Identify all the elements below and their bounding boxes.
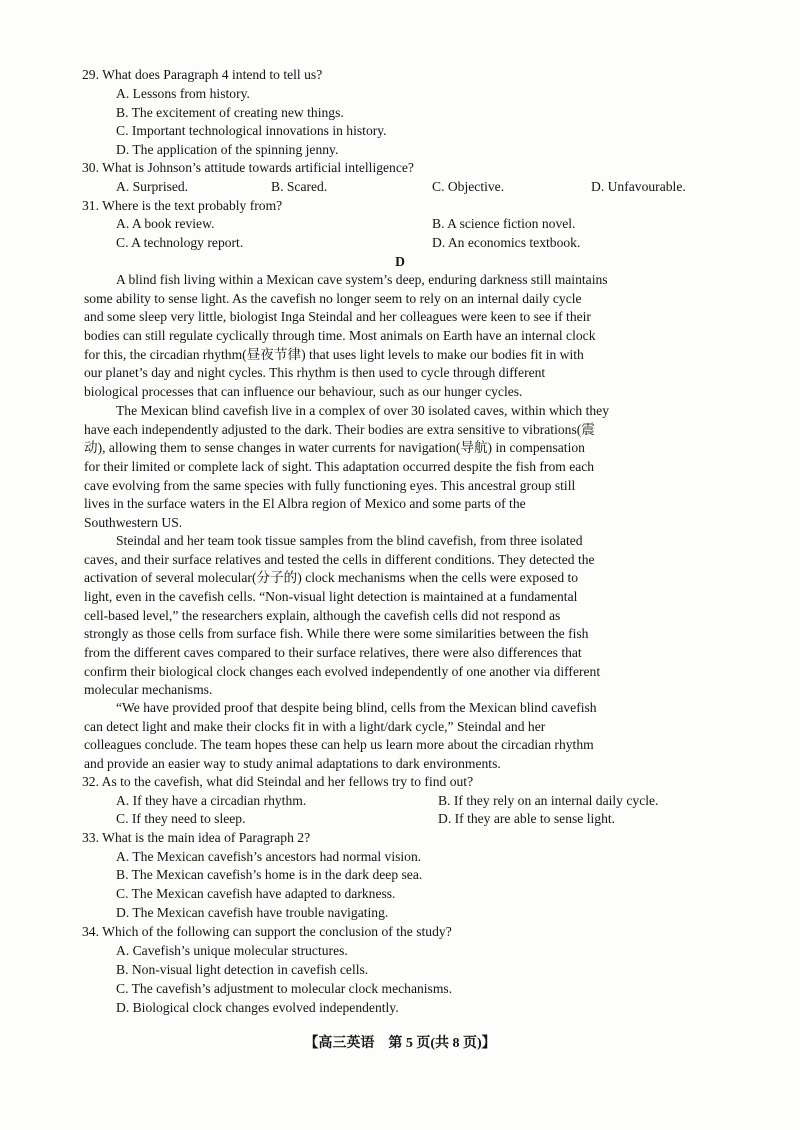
question-34-option-d: D. Biological clock changes evolved independently. <box>116 1000 399 1015</box>
section-heading: D <box>395 254 405 269</box>
question-34-option-c: C. The cavefish’s adjustment to molecular clock mechanisms. <box>116 981 453 996</box>
passage-paragraph-3 <box>84 532 730 700</box>
passage-line: our planet’s day and night cycles. This rhythm is then used to cycle through different <box>84 365 546 381</box>
question-30-option-c: C. Objective. <box>432 179 505 194</box>
question-29-stem: 29. What does Paragraph 4 intend to tell us? <box>82 67 323 82</box>
question-34-stem: 34. Which of the following can support the conclusion of the study? <box>82 924 452 939</box>
passage-line: have each independently adjusted to the dark. Their bodies are extra sensitive to vibrations(震 <box>84 421 595 437</box>
question-30-option-b: B. Scared. <box>271 179 328 194</box>
question-31-option-b: B. A science fiction novel. <box>432 216 576 231</box>
question-34-option-b: B. Non-visual light detection in cavefish cells. <box>116 962 369 977</box>
question-29-option-c: C. Important technological innovations in history. <box>116 123 387 138</box>
question-31-option-c: C. A technology report. <box>116 235 244 250</box>
question-31-option-a: A. A book review. <box>116 216 215 231</box>
question-29-option-b: B. The excitement of creating new things. <box>116 105 344 120</box>
passage-line: caves, and their surface relatives and tested the cells in different conditions. They detected the <box>84 551 595 567</box>
passage-line: lives in the surface waters in the El Albra region of Mexico and some parts of the <box>84 496 526 512</box>
passage-line: for this, the circadian rhythm(昼夜节律) that uses light levels to make our bodies fit in with <box>84 346 584 362</box>
passage-line: for their limited or complete lack of sight. This adaptation occurred despite the fish from each <box>84 458 595 474</box>
question-32-stem: 32. As to the cavefish, what did Steindal and her fellows try to find out? <box>82 774 474 789</box>
passage-line: Southwestern US. <box>84 514 183 530</box>
passage-line: bodies can still regulate cyclically through time. Most animals on Earth have an internal clock <box>84 327 596 343</box>
passage-line: cell-based level,” the researchers explain, although the cavefish cells did not respond as <box>84 607 561 623</box>
question-29-option-d: D. The application of the spinning jenny. <box>116 142 339 157</box>
question-30-option-a: A. Surprised. <box>116 179 189 194</box>
question-32-option-b: B. If they rely on an internal daily cycle. <box>438 793 659 808</box>
question-31-stem: 31. Where is the text probably from? <box>82 198 283 213</box>
question-33-stem: 33. What is the main idea of Paragraph 2? <box>82 830 311 845</box>
passage-line: some ability to sense light. As the cavefish no longer seem to rely on an internal daily cycle <box>84 290 582 306</box>
passage-line: colleagues conclude. The team hopes these can help us learn more about the circadian rhythm <box>84 737 594 753</box>
passage-line: “We have provided proof that despite being blind, cells from the Mexican blind cavefish <box>116 700 597 715</box>
passage-line: can detect light and make their clocks fit in with a light/dark cycle,” Steindal and her <box>84 718 546 734</box>
passage-paragraph-4 <box>84 699 730 774</box>
question-30-option-d: D. Unfavourable. <box>591 179 686 194</box>
passage-line: 动), allowing them to sense changes in water currents for navigation(导航) in compensation <box>84 440 585 456</box>
passage-line: and some sleep very little, biologist Inga Steindal and her colleagues were keen to see if their <box>84 309 591 325</box>
question-32-option-d: D. If they are able to sense light. <box>438 811 616 826</box>
question-31-option-d: D. An economics textbook. <box>432 235 581 250</box>
question-32-option-c: C. If they need to sleep. <box>116 811 246 826</box>
passage-line: activation of several molecular(分子的) clock mechanisms when the cells were exposed to <box>84 570 579 586</box>
question-34-option-a: A. Cavefish’s unique molecular structures. <box>116 943 348 958</box>
question-33-option-d: D. The Mexican cavefish have trouble navigating. <box>116 905 389 920</box>
passage-line: The Mexican blind cavefish live in a complex of over 30 isolated caves, within which they <box>116 403 610 418</box>
passage-line: cave evolving from the same species with fully functioning eyes. This ancestral group still <box>84 477 576 493</box>
question-30-stem: 30. What is Johnson’s attitude towards artificial intelligence? <box>82 160 414 175</box>
passage-line: biological processes that can influence our behaviour, such as our hunger cycles. <box>84 383 523 399</box>
question-33-option-b: B. The Mexican cavefish’s home is in the dark deep sea. <box>116 867 423 882</box>
passage-paragraph-1 <box>84 271 730 402</box>
passage-line: from the different caves compared to their surface relatives, there were also differences that <box>84 644 582 660</box>
question-29-option-a: A. Lessons from history. <box>116 86 250 101</box>
passage-paragraph-2 <box>84 402 730 533</box>
page-footer: 【高三英语 第 5 页(共 8 页)】 <box>304 1036 496 1051</box>
passage-line: and provide an easier way to study animal adaptations to dark environments. <box>84 755 501 771</box>
passage-line: light, even in the cavefish cells. “Non-visual light detection is maintained at a fundamental <box>84 588 578 604</box>
question-33-option-a: A. The Mexican cavefish’s ancestors had normal vision. <box>116 849 422 864</box>
passage-line: molecular mechanisms. <box>84 682 213 698</box>
question-32-option-a: A. If they have a circadian rhythm. <box>116 793 307 808</box>
passage-line: confirm their biological clock changes each evolved independently of one another via different <box>84 663 601 679</box>
question-33-option-c: C. The Mexican cavefish have adapted to darkness. <box>116 886 396 901</box>
passage-line: Steindal and her team took tissue samples from the blind cavefish, from three isolated <box>116 533 583 548</box>
passage-line: A blind fish living within a Mexican cave system’s deep, enduring darkness still maintains <box>116 272 608 287</box>
passage-line: strongly as those cells from surface fish. While there were some similarities between the fish <box>84 626 589 642</box>
